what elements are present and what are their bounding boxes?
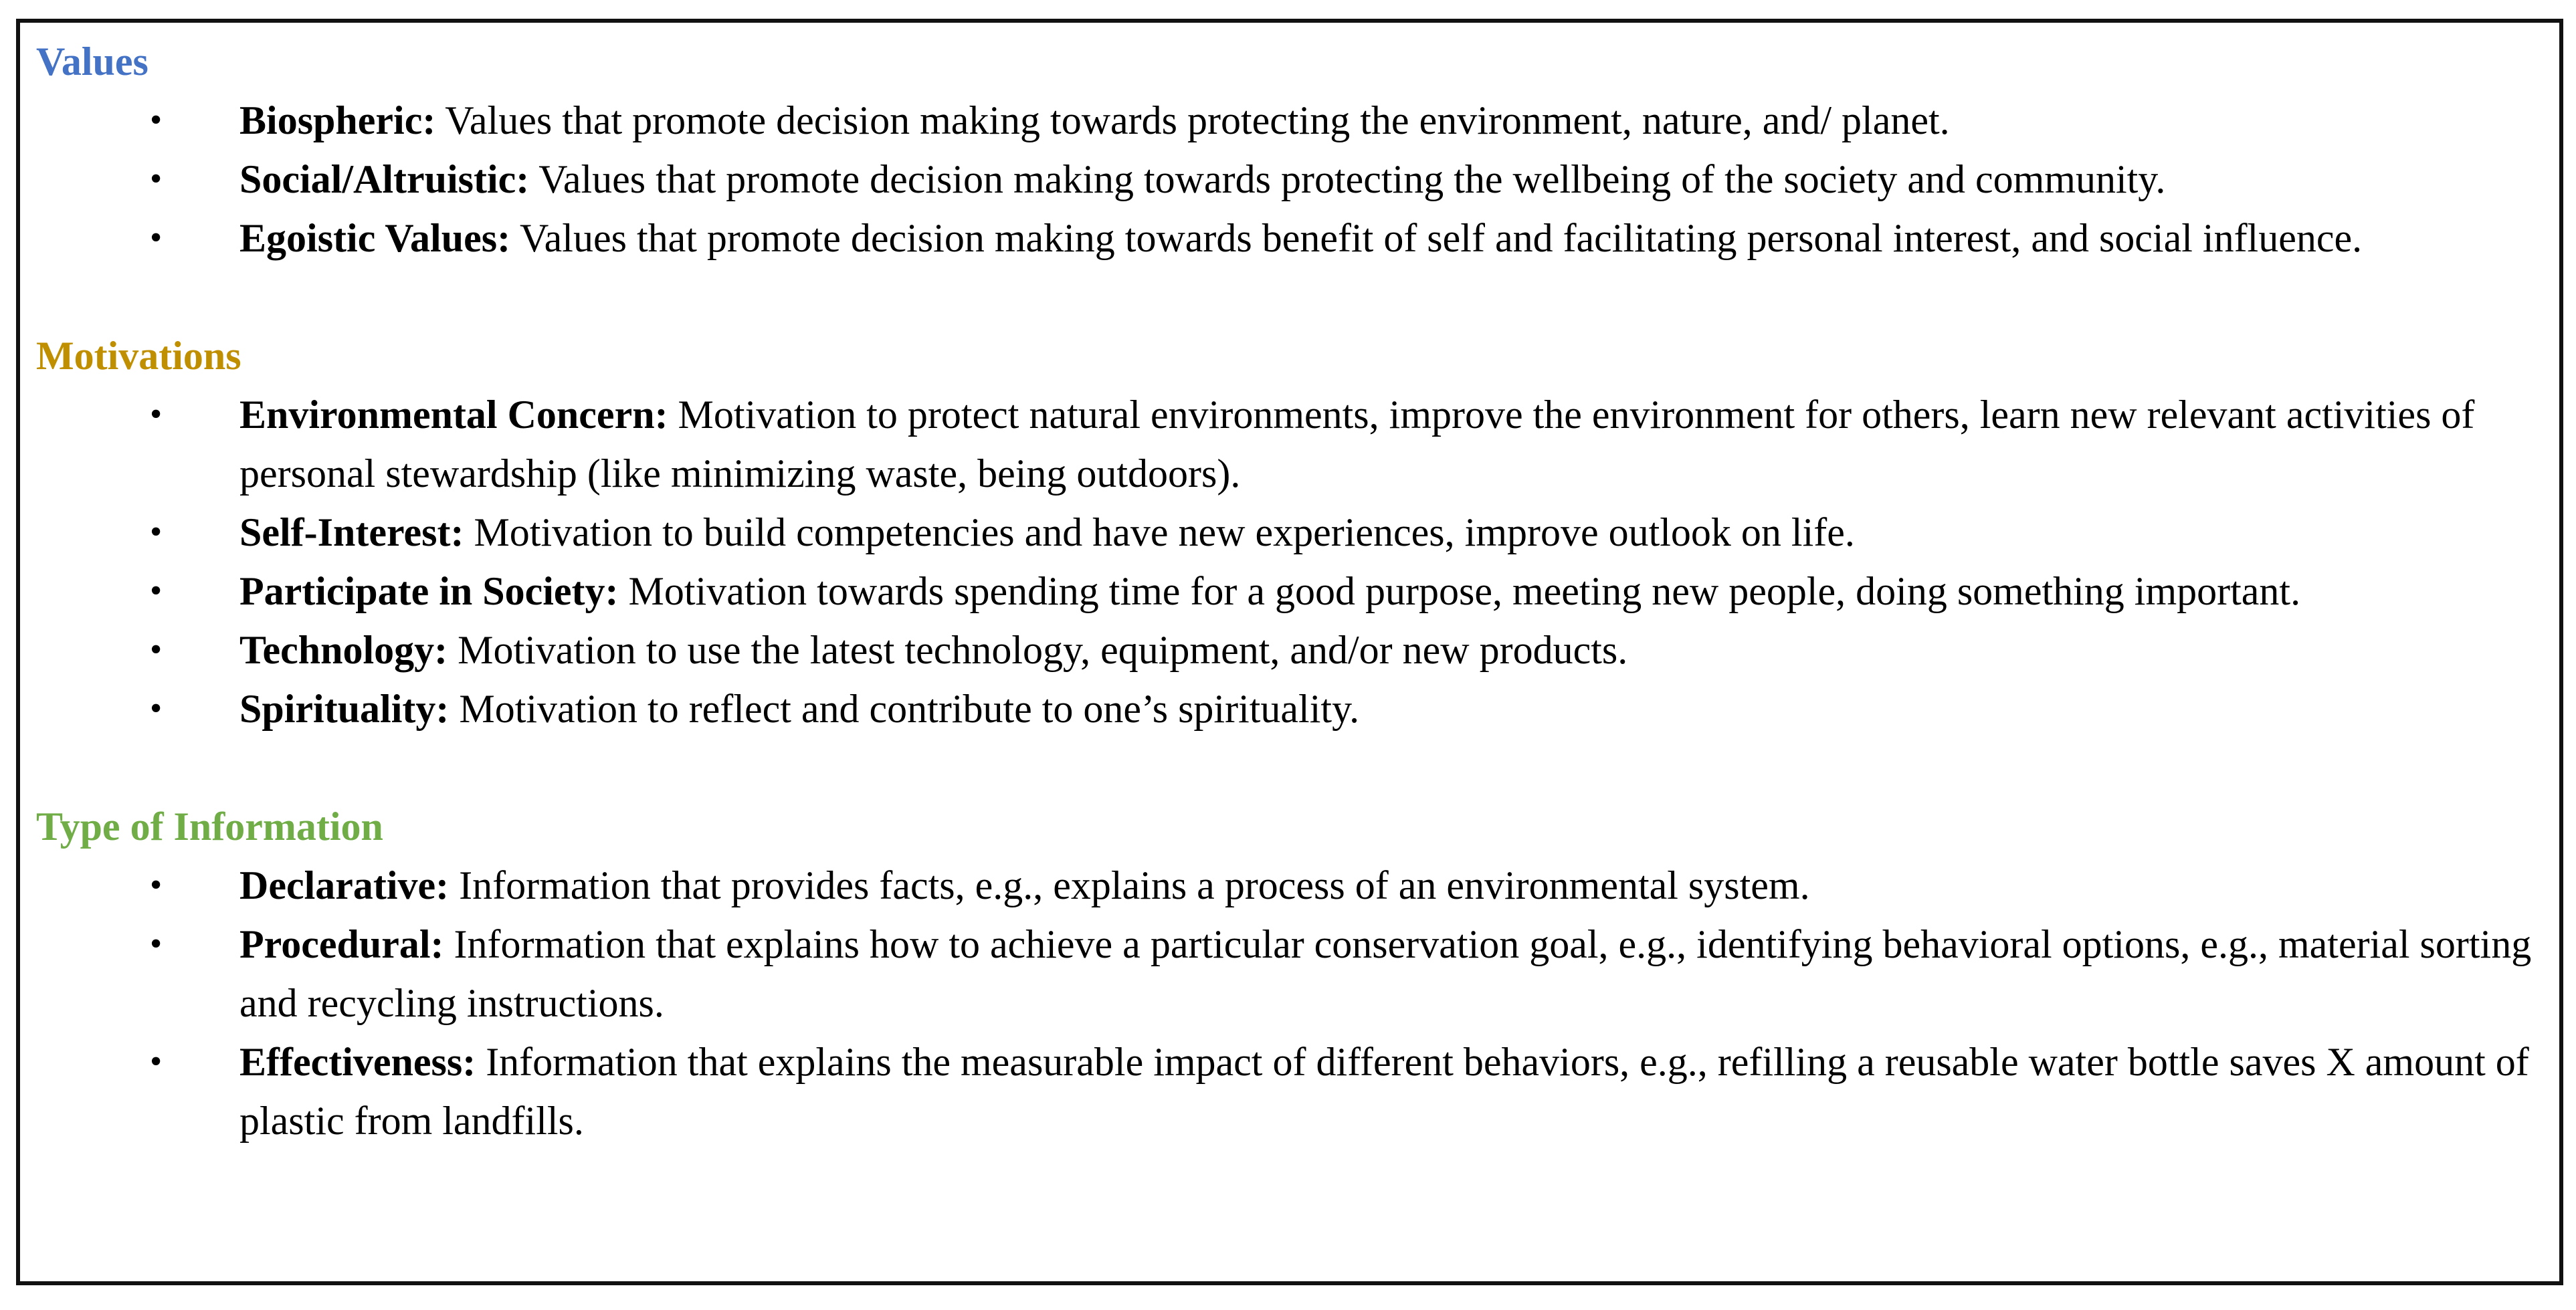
motivations-list xyxy=(36,385,2511,738)
section-title-information: Type of Information xyxy=(36,804,383,849)
bullet-icon: • xyxy=(150,631,163,669)
section-title-values: Values xyxy=(36,39,148,84)
information-list xyxy=(36,856,2532,1150)
list-item xyxy=(36,503,2547,562)
list-item xyxy=(36,1032,2547,1150)
bullet-icon: • xyxy=(150,866,163,904)
bullet-icon: • xyxy=(150,160,163,198)
bullet-icon: • xyxy=(150,219,163,257)
item-term: Participate in Society: xyxy=(239,569,619,613)
item-text: Motivation to use the latest technology, equipment, and/or new products. xyxy=(448,628,1628,672)
item-text: Information that explains how to achieve a particular conservation goal, e.g., identifying behavioral options, e.g., material sorting and recycling instructions. xyxy=(239,922,2532,1025)
definitions-content xyxy=(36,32,2532,1150)
item-term: Egoistic Values: xyxy=(239,216,511,260)
item-term: Social/Altruistic: xyxy=(239,157,530,201)
item-term: Technology: xyxy=(239,628,448,672)
bullet-icon: • xyxy=(150,513,163,551)
item-text: Values that promote decision making towards protecting the environment, nature, and/ planet. xyxy=(435,98,1950,142)
bullet-icon: • xyxy=(150,395,163,433)
bullet-icon: • xyxy=(150,1043,163,1081)
list-item xyxy=(36,915,2547,1032)
item-text: Motivation to protect natural environments, improve the environment for others, learn new relevant activities of personal stewardship (like minimizing waste, being outdoors). xyxy=(239,393,2475,496)
item-text: Motivation to reflect and contribute to one’s spirituality. xyxy=(449,687,1360,731)
list-item xyxy=(36,856,2547,915)
section-type-of-information xyxy=(36,797,2532,1150)
bullet-icon: • xyxy=(150,572,163,610)
values-list xyxy=(36,91,2511,267)
item-text: Information that explains the measurable impact of different behaviors, e.g., refilling a reusable water bottle saves X amount of plastic from landfills. xyxy=(239,1040,2529,1143)
item-term: Effectiveness: xyxy=(239,1040,476,1084)
section-motivations xyxy=(36,326,2511,738)
item-term: Self-Interest: xyxy=(239,510,464,554)
item-term: Environmental Concern: xyxy=(239,393,668,437)
list-item xyxy=(36,385,2547,503)
list-item xyxy=(36,209,2547,267)
item-text: Motivation towards spending time for a good purpose, meeting new people, doing something important. xyxy=(618,569,2301,613)
item-text: Motivation to build competencies and have new experiences, improve outlook on life. xyxy=(464,510,1855,554)
item-term: Biospheric: xyxy=(239,98,436,142)
list-item xyxy=(36,679,2547,738)
item-text: Values that promote decision making towards protecting the wellbeing of the society and community. xyxy=(529,157,2166,201)
bullet-icon: • xyxy=(150,101,163,139)
section-title-motivations: Motivations xyxy=(36,334,241,378)
definitions-box xyxy=(16,19,2563,1285)
item-term: Declarative: xyxy=(239,863,450,907)
section-values xyxy=(36,32,2511,267)
item-text: Values that promote decision making towards benefit of self and facilitating personal interest, and social influence. xyxy=(510,216,2363,260)
list-item xyxy=(36,150,2547,209)
list-item xyxy=(36,91,2547,150)
item-term: Spirituality: xyxy=(239,687,450,731)
item-text: Information that provides facts, e.g., explains a process of an environmental system. xyxy=(449,863,1810,907)
bullet-icon: • xyxy=(150,925,163,963)
list-item xyxy=(36,562,2547,621)
list-item xyxy=(36,621,2547,679)
item-term: Procedural: xyxy=(239,922,444,966)
bullet-icon: • xyxy=(150,689,163,728)
